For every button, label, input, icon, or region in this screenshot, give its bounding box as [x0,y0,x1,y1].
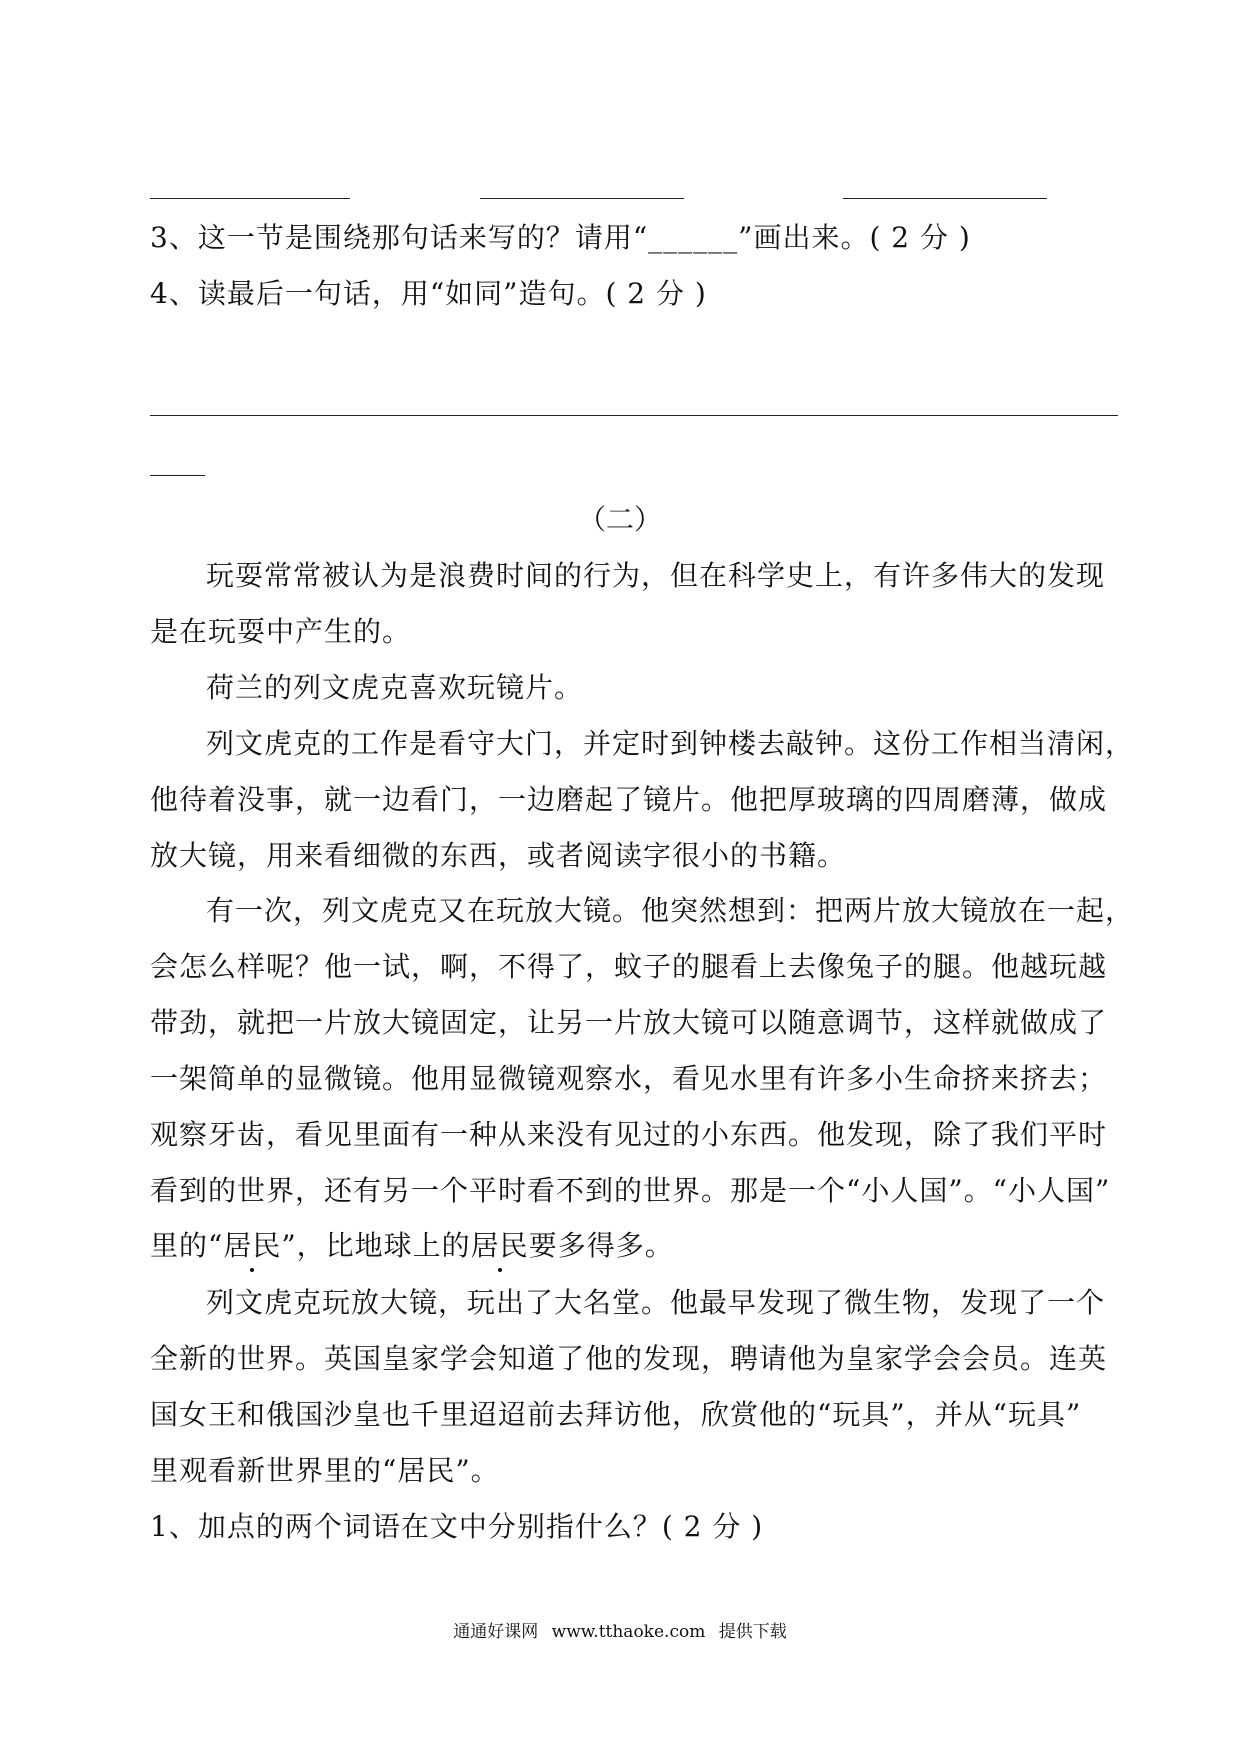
passage-line: 玩耍常常被认为是浪费时间的行为，但在科学史上，有许多伟大的发现 [206,559,1106,592]
passage-line: 列文虎克的工作是看守大门，并定时到钟楼去敲钟。这份工作相当清闲， [206,727,1135,760]
text-fragment: ”，比地球上的 [281,1229,471,1262]
passage-line: 放大镜，用来看细微的东西，或者阅读字很小的书籍。 [150,839,847,872]
footer-site-name: 通通好课网 [453,1622,539,1642]
passage-line: 他待着没事，就一边看门，一边磨起了镜片。他把厚玻璃的四周磨薄，做成 [150,783,1108,816]
question-1: 1、加点的两个词语在文中分别指什么？( 2 分 ) [150,1510,764,1543]
footer-url[interactable]: www.tthaoke.com [551,1622,706,1642]
sentence-answer-line [150,415,1118,416]
passage-line-with-dotted-words [150,1226,674,1266]
passage-line: 里观看新世界里的“居民”。 [150,1454,500,1487]
passage-line: 是在玩耍中产生的。 [150,615,412,648]
dotted-word-2: 居民 [471,1226,529,1266]
passage-line: 全新的世界。英国皇家学会知道了他的发现，聘请他为皇家学会会员。连英 [150,1342,1108,1375]
section-title: （二） [577,503,662,536]
dotted-word-1: 居民 [223,1226,281,1266]
text-fragment: 里的“ [150,1229,224,1262]
page-footer [0,1620,1240,1644]
answer-blank-3 [843,198,1047,199]
passage-line: 带劲，就把一片放大镜固定，让另一片放大镜可以随意调节，这样就做成了 [150,1006,1108,1039]
passage-line: 观察牙齿，看见里面有一种从来没有见过的小东西。他发现，除了我们平时 [150,1118,1108,1151]
passage-line: 国女王和俄国沙皇也千里迢迢前去拜访他，欣赏他的“玩具”，并从“玩具” [150,1398,1082,1431]
sentence-answer-line-continued [150,475,205,476]
footer-suffix: 提供下载 [718,1622,787,1642]
passage-line: 看到的世界，还有另一个平时看不到的世界。那是一个“小人国”。“小人国” [150,1174,1111,1207]
passage-line: 一架简单的显微镜。他用显微镜观察水，看见水里有许多小生命挤来挤去； [150,1062,1108,1095]
question-4: 4、读最后一句话，用“如同”造句。( 2 分 ) [150,277,707,310]
passage-line: 列文虎克玩放大镜，玩出了大名堂。他最早发现了微生物，发现了一个 [206,1286,1106,1319]
answer-blank-1 [150,198,350,199]
answer-blank-2 [480,198,684,199]
passage-line: 会怎么样呢？他一试，啊，不得了，蚊子的腿看上去像兔子的腿。他越玩越 [150,950,1108,983]
passage-line: 有一次，列文虎克又在玩放大镜。他突然想到：把两片放大镜放在一起， [206,894,1135,927]
passage-line: 荷兰的列文虎克喜欢玩镜片。 [206,671,584,704]
question-3: 3、这一节是围绕那句话来写的？请用“______”画出来。( 2 分 ) [150,221,971,254]
text-fragment: 要多得多。 [528,1229,674,1262]
